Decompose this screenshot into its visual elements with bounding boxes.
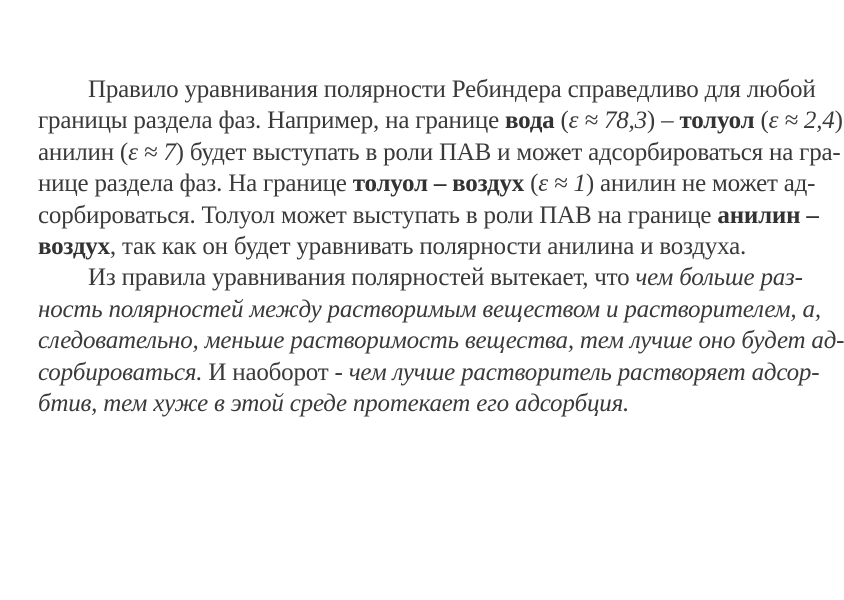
p1-line-1 [88,74,816,105]
p2-line-4-text: И наоборот - [202,358,349,386]
p1-line-3-text: анилин ( [38,138,129,166]
term-toluene-air: толуол – воздух [352,170,525,198]
text-body [38,74,844,419]
p2-line-4 [38,357,820,388]
p2-line-4-italic-b: чем лучше растворитель растворяет адсор- [348,358,820,386]
p2-line-5 [38,388,760,419]
epsilon-air: ε ≈ 1 [538,170,586,198]
paren-open: ( [554,107,569,135]
epsilon-toluene: ε ≈ 2,4 [768,107,835,135]
p1-line-4-text: нице раздела фаз. На границе [38,170,353,198]
p2-line-2 [38,294,821,325]
p1-line-3 [38,137,841,168]
epsilon-aniline: ε ≈ 7 [128,138,176,166]
p1-line-6 [38,231,760,262]
p2-line-4-italic-a: сорбироваться. [38,358,203,386]
paren-close-dash: ) – [646,107,680,135]
term-toluene: толуол [679,107,755,135]
p2-line-5-text: бтив, тем хуже в этой среде протекает его адсорбция. [38,389,630,417]
term-water: вода [505,107,555,135]
p1-line-2-text: границы раздела фаз. Например, на границе [38,107,506,135]
p2-line-1-italic: чем больше раз- [635,264,803,292]
p1-line-4-rest: ) анилин не может ад- [585,170,816,198]
p2-line-3-text: следовательно, меньше растворимость вещества, тем лучше оно будет ад- [38,327,844,355]
p1-line-3-rest: ) будет выступать в роли ПАВ и может адсорбироваться на гра- [175,138,841,166]
p2-line-2-text: ность полярностей между растворимым веществом и растворителем, а, [38,295,821,323]
term-aniline: анилин – [717,201,819,229]
p1-line-6-text: , так как он будет уравнивать полярности анилина и воздуха. [109,232,747,260]
p1-line-1-text: Правило уравнивания полярности Ребиндера справедливо для любой [88,76,816,103]
p1-line-2 [38,105,843,136]
p2-line-3 [38,325,844,356]
paren-open: ( [524,170,539,198]
paren-open: ( [754,107,769,135]
p2-line-1-text: Из правила уравнивания полярностей вытекает, что [88,264,636,292]
p1-line-5 [38,200,819,231]
term-air: воздух [38,232,110,260]
p2-line-1 [88,262,803,293]
p1-line-4 [38,168,816,199]
paren-close: ) [834,107,843,135]
epsilon-water: ε ≈ 78,3 [568,107,647,135]
p1-line-5-text: сорбироваться. Толуол может выступать в роли ПАВ на границе [38,201,718,229]
